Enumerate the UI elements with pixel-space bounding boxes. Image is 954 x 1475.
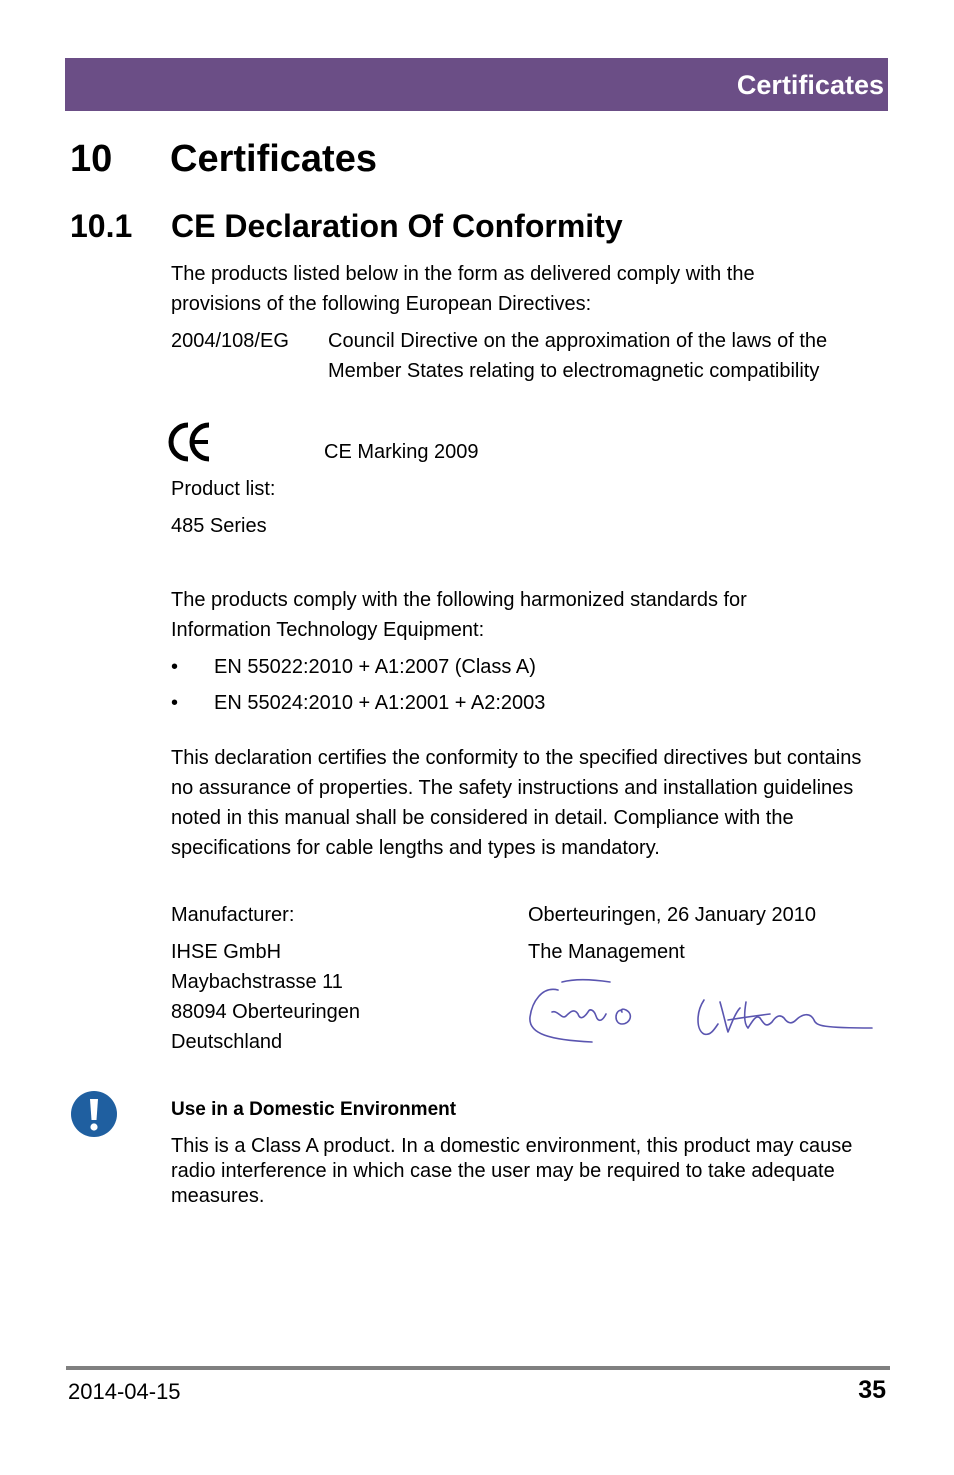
directive-description: Council Directive on the approximation of the laws of the Member States relating to electromagnetic compatibility xyxy=(328,330,828,382)
section-number: 10.1 xyxy=(70,208,133,244)
standards-list xyxy=(171,652,545,724)
standard-text: EN 55024:2010 + A1:2001 + A2:2003 xyxy=(214,692,546,714)
declaration-paragraph: This declaration certifies the conformity to the specified directives but contains no assurance of properties. The safety instructions and installation guidelines noted in this manual shall be considered in detail. Compliance with the specifications for cable lengths and types is mandatory. xyxy=(171,747,862,859)
list-item xyxy=(171,652,545,682)
manufacturer-name: IHSE GmbH xyxy=(171,941,282,963)
manufacturer-street: Maybachstrasse 11 xyxy=(171,971,343,993)
standard-text: EN 55022:2010 + A1:2007 (Class A) xyxy=(214,656,536,678)
footer-divider xyxy=(66,1366,890,1370)
ce-marking-label: CE Marking 2009 xyxy=(324,441,479,463)
manufacturer-label: Manufacturer: xyxy=(171,904,295,926)
header-bar xyxy=(65,58,888,111)
signature-image xyxy=(522,972,882,1052)
standards-intro: The products comply with the following harmonized standards for Information Technology Equipment: xyxy=(171,589,747,641)
chapter-title: Certificates xyxy=(170,138,377,180)
notice-text: This is a Class A product. In a domestic environment, this product may cause radio interference in which case the user may be required to take adequate measures. xyxy=(171,1135,853,1207)
page-number: 35 xyxy=(858,1376,886,1404)
place-date: Oberteuringen, 26 January 2010 xyxy=(528,904,816,926)
exclamation-icon xyxy=(70,1090,118,1138)
footer-date: 2014-04-15 xyxy=(68,1379,181,1404)
manufacturer-address xyxy=(171,937,471,1057)
section-title: CE Declaration Of Conformity xyxy=(171,208,623,244)
list-item xyxy=(171,688,545,718)
bullet-icon: • xyxy=(171,656,179,678)
directive-code: 2004/108/EG xyxy=(171,330,289,352)
ce-logo-icon xyxy=(168,421,214,463)
product-series: 485 Series xyxy=(171,515,267,537)
bullet-icon: • xyxy=(171,692,179,714)
manufacturer-country: Deutschland xyxy=(171,1031,283,1053)
manufacturer-city: 88094 Oberteuringen xyxy=(171,1001,361,1023)
chapter-number: 10 xyxy=(70,138,113,180)
notice-title: Use in a Domestic Environment xyxy=(171,1099,457,1120)
product-list-label: Product list: xyxy=(171,478,276,500)
signatory: The Management xyxy=(528,941,685,963)
header-title: Certificates xyxy=(736,70,884,100)
intro-paragraph: The products listed below in the form as delivered comply with the provisions of the following European Directives: xyxy=(171,263,755,315)
